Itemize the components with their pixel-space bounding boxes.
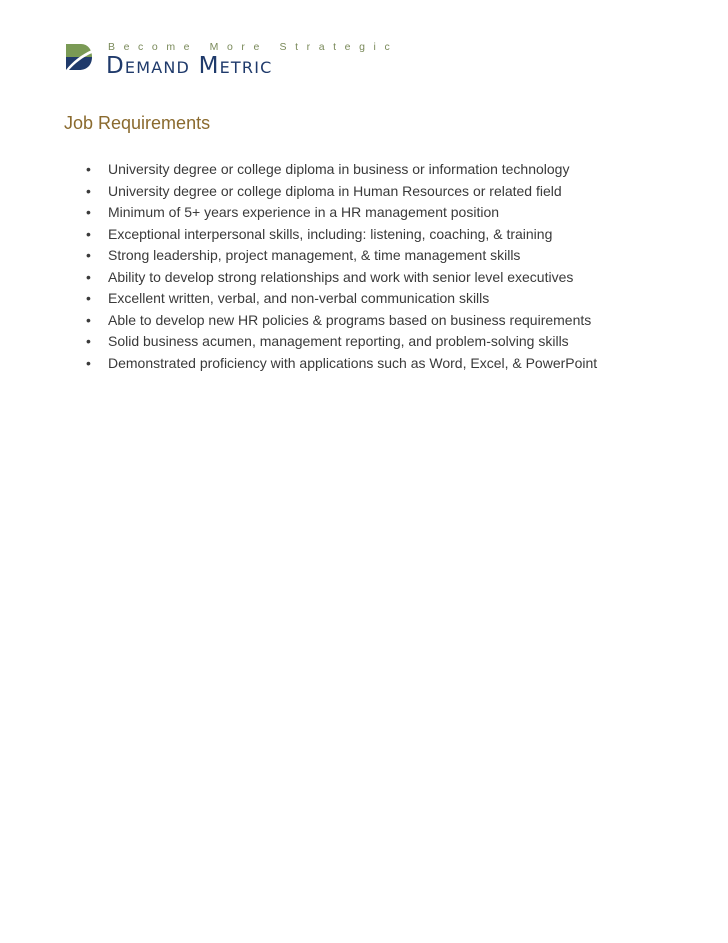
company-logo [64, 38, 399, 80]
list-item-text: University degree or college diploma in business or information technology [108, 161, 570, 177]
bullet-icon: • [86, 311, 91, 328]
list-item-text: Demonstrated proficiency with applications such as Word, Excel, & PowerPoint [108, 354, 598, 371]
bullet-icon: • [86, 268, 91, 285]
list-item-text: Excellent written, verbal, and non-verbal communication skills [108, 290, 490, 306]
bullet-icon: • [86, 354, 91, 371]
list-item-text: Solid business acumen, management reporting, and problem-solving skills [108, 333, 569, 349]
list-item [86, 159, 597, 181]
requirements-list [86, 159, 598, 374]
list-item [86, 202, 597, 224]
bullet-icon: • [86, 225, 91, 242]
list-item-text: Strong leadership, project management, & time management skills [108, 247, 521, 263]
logo-tagline: Become More Strategic [108, 41, 399, 53]
list-item-text: Ability to develop strong relationships and work with senior level executives [108, 268, 574, 285]
list-item-text: Able to develop new HR policies & programs based on business requirements [108, 311, 592, 328]
list-item [86, 288, 597, 310]
list-item [86, 353, 598, 375]
list-item-text: Minimum of 5+ years experience in a HR management position [108, 204, 500, 220]
list-item [86, 245, 597, 267]
bullet-icon: • [86, 182, 91, 199]
list-item [86, 224, 597, 246]
section-title: Job Requirements [64, 113, 211, 133]
bullet-icon: • [86, 247, 91, 263]
bullet-icon: • [86, 161, 91, 177]
list-item [86, 331, 597, 353]
list-item [86, 267, 597, 289]
list-item-text: University degree or college diploma in Human Resources or related field [108, 182, 562, 199]
bullet-icon: • [86, 204, 91, 220]
bullet-icon: • [86, 290, 91, 306]
list-item [86, 310, 597, 332]
list-item [86, 181, 597, 203]
demand-metric-logo-icon [64, 42, 94, 72]
logo-brand-name: Demand Metric [106, 53, 273, 79]
list-item-text: Exceptional interpersonal skills, including: listening, coaching, & training [108, 225, 553, 242]
bullet-icon: • [86, 333, 91, 349]
